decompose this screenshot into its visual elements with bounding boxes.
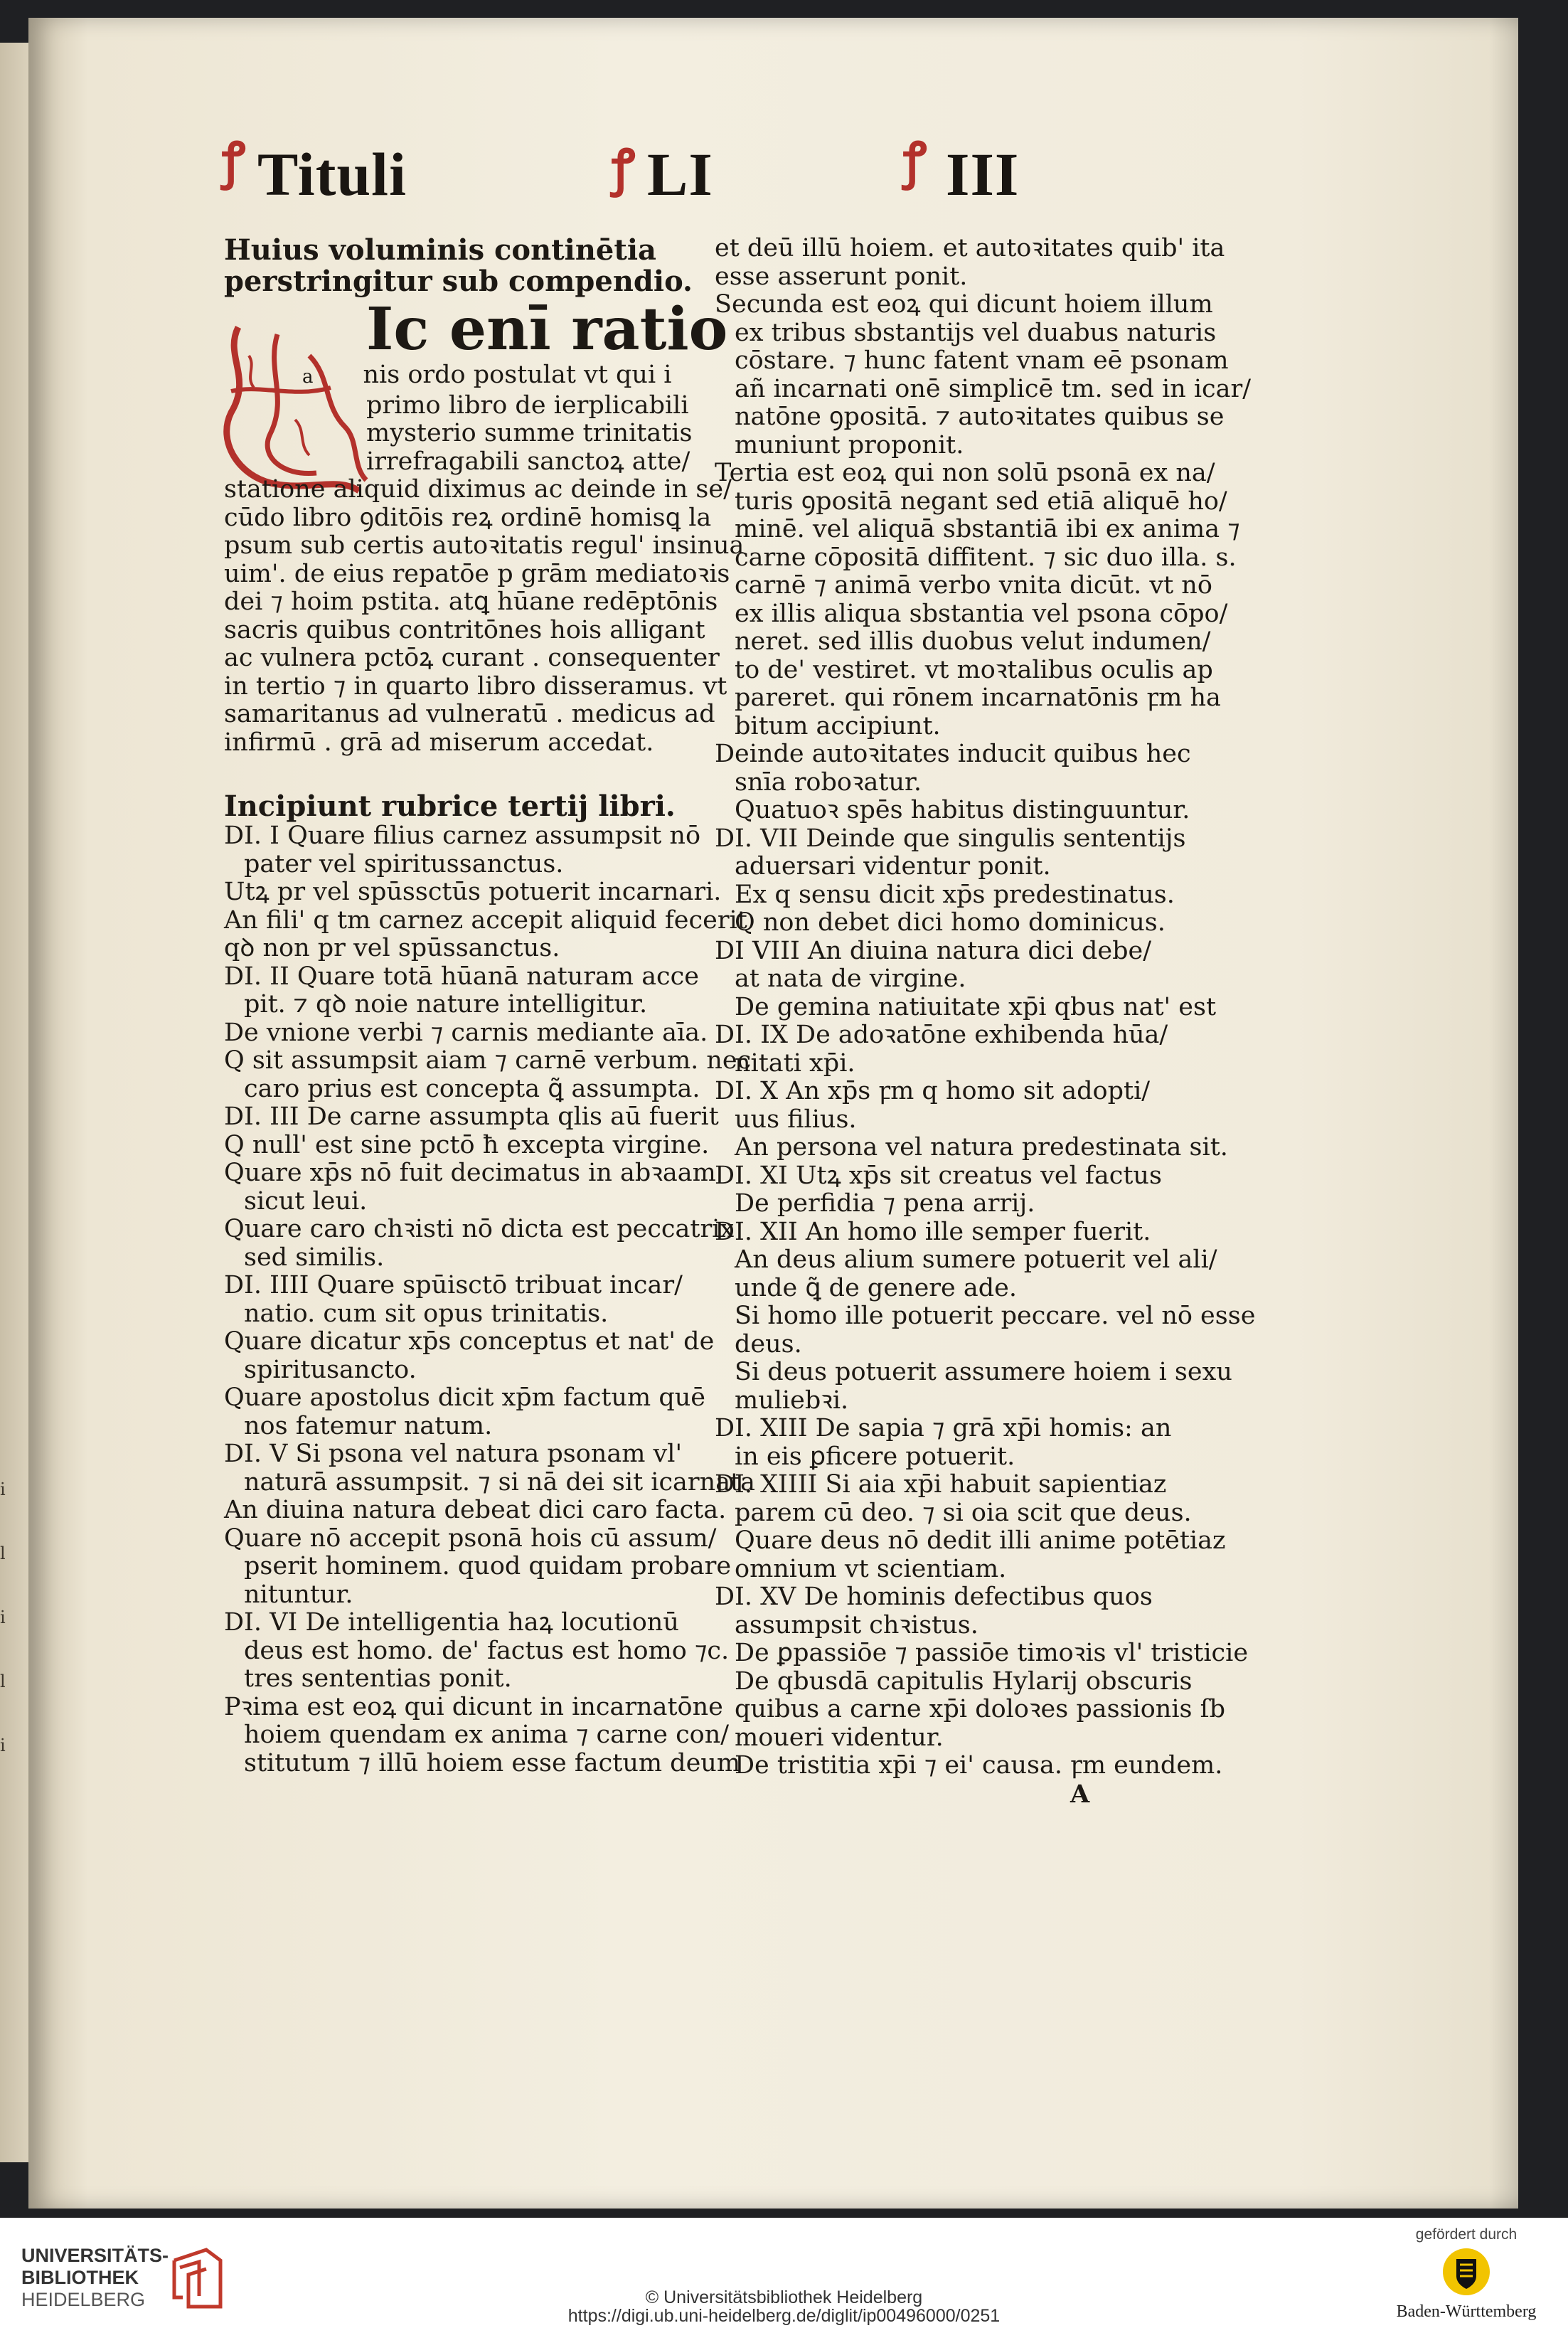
rubric-line: Quare apostolus dicit xp̄m factum quē [224, 1383, 705, 1412]
permalink-url[interactable]: https://digi.ub.uni-heidelberg.de/diglit/ip00496000/0251 [567, 2306, 1001, 2326]
right-text-column [715, 234, 1256, 1809]
opening-words: Ic enī ratio [366, 295, 728, 363]
running-title [222, 131, 1081, 224]
text-line: De perfidia ⁊ pena arrij. [735, 1189, 1035, 1218]
rubric-line: DI. III De carne assumpta qlis aū fuerit [224, 1102, 719, 1131]
text-line: infirmū . grā ad miserum accedat. [224, 728, 654, 757]
text-line: primo libro de ierplicabili [366, 390, 689, 420]
rubric-line: hoiem quendam ex anima ⁊ carne con/ [244, 1721, 730, 1749]
text-line: carnē ⁊ animā verbo vnita dicūt. vt nō [735, 571, 1212, 600]
title-red-flourish-1: ꝭ [222, 131, 246, 190]
text-line: De tristitia xp̄i ⁊ ei' causa. ꝼm eundem. [735, 1751, 1223, 1780]
sponsor-name: Baden-Württemberg [1396, 2302, 1537, 2321]
text-line: An persona vel natura predestinata sit. [735, 1133, 1228, 1162]
rubric-line: Quare xp̄s nō fuit decimatus in abꝛaam [224, 1159, 716, 1187]
rubric-line: Q sit assumpsit aiam ⁊ carnē verbum. nec [224, 1046, 752, 1075]
text-line: Deinde autoꝛitates inducit quibus hec [715, 740, 1191, 768]
text-line: DI VIII An diuina natura dici debe/ [715, 936, 1151, 965]
rubric-line: DI. V Si psona vel natura psonam vl' [224, 1440, 683, 1468]
text-line: cūdo libro ꝯditōis reꝝ ordinē homisꝗ la [224, 503, 712, 532]
text-line: assumpsit chꝛistus. [735, 1610, 978, 1639]
text-line: Quare deus nō dedit illi anime potētiaz [735, 1526, 1226, 1555]
rubric-line: pater vel spiritussanctus. [244, 849, 564, 878]
text-line: nitati xp̄i. [735, 1048, 855, 1078]
text-line: turis ꝯpositā negant sed etiā aliquē ho/ [735, 487, 1227, 516]
rubric-line: sicut leui. [244, 1186, 368, 1216]
text-line: ex tribus sbstantijs vel duabus naturis [735, 318, 1217, 347]
rubric-line: deus est homo. de' factus est homo ⁊c. [244, 1636, 730, 1665]
rubric-line: De vnione verbi ⁊ carnis mediante aīa. [224, 1018, 708, 1047]
rubric-line: sed similis. [244, 1243, 385, 1272]
initial-guide-letter: a [302, 366, 314, 388]
rubric-line: nos fatemur natum. [244, 1411, 493, 1440]
text-line: to de' vestiret. vt moꝛtalibus oculis ap [735, 655, 1213, 684]
text-line: statione aliquid diximus ac deinde in se/ [224, 475, 732, 504]
text-line: muniunt proponit. [735, 430, 964, 459]
text-line: Q non debet dici homo dominicus. [735, 908, 1166, 937]
text-line: a nis ordo postulat vt qui i [302, 361, 672, 389]
text-line: De ꝑpassiōe ⁊ passiōe timoꝛis vl' tristicie [735, 1639, 1249, 1667]
text-line: ex illis aliqua sbstantia vel psona cōpo/ [735, 599, 1228, 628]
text-line: cōstare. ⁊ hunc fatent vnam eē psonam [735, 346, 1229, 375]
text-line: sacris quibus contritōnes hois alligant [224, 615, 705, 644]
title-folio-part1: LI [647, 140, 713, 208]
text-line: irrefragabili sanctoꝝ atte/ [366, 447, 690, 476]
text-line: unde ꝗ̃ de genere ade. [735, 1273, 1017, 1302]
rubric-line: An fili' q tm carnez accepit aliquid fecerit [224, 905, 747, 935]
rubric-line: An diuina natura debeat dici caro facta. [224, 1496, 727, 1524]
rubric-line: tres sententias ponit. [244, 1664, 512, 1693]
text-line: aduersari videntur ponit. [735, 852, 1051, 881]
rubric-line: natio. cum sit opus trinitatis. [244, 1299, 609, 1328]
text-line: dei ⁊ hoim pstita. atꝗ hūane redēptōnis [224, 588, 718, 616]
title-red-flourish-2: ꝭ [612, 138, 636, 197]
text-line: omnium vt scientiam. [735, 1554, 1007, 1583]
text-line: DI. X An xp̄s ꝼm q homo sit adopti/ [715, 1077, 1151, 1105]
text-line: natōne ꝯpositā. ⁊ autoꝛitates quibus se [735, 403, 1225, 431]
sponsor-label: gefördert durch [1415, 2226, 1518, 2243]
text-line: Si homo ille potuerit peccare. vel nō esse [735, 1302, 1256, 1330]
text-line: carne cōpositā diffitent. ⁊ sic duo illa. s. [735, 543, 1237, 572]
rubric-line: Quare caro chꝛisti nō dicta est peccatrix [224, 1215, 735, 1243]
text-line: añ incarnati onē simplicē tm. sed in icar/ [735, 374, 1252, 403]
left-text-column [224, 233, 755, 1777]
rubric-line: naturā assumpsit. ⁊ si nā dei sit icarnata [244, 1467, 755, 1497]
text-line: DI. XV De hominis defectibus quos [715, 1583, 1153, 1611]
rubric-line: qꝺ non pr vel spūssanctus. [224, 934, 560, 962]
text-line: deus. [735, 1329, 802, 1359]
text-line: DI. VII Deinde que singulis sententijs [715, 824, 1186, 853]
title-folio-part2: III [946, 140, 1020, 208]
text-line: esse asserunt ponit. [715, 262, 968, 291]
text-line: DI. XIII De sapia ⁊ grā xp̄i homis: an [715, 1414, 1172, 1442]
text-line: De qbusdā capitulis Hylarij obscuris [735, 1667, 1193, 1696]
text-line: DI. XIIII Si aia xp̄i habuit sapientiaz [715, 1470, 1167, 1499]
rubric-line: pserit hominem. quod quidam probare [244, 1552, 732, 1580]
text-line: minē. vel aliquā sbstantiā ibi ex anima ⁊ [735, 515, 1240, 543]
rubric-line: Pꝛima est eoꝝ qui dicunt in incarnatōne [224, 1692, 723, 1721]
text-line: quibus a carne xp̄i doloꝛes passionis ſb [735, 1695, 1225, 1723]
text-line: psum sub certis autoꝛitatis regul' insinua [224, 531, 745, 560]
previous-page-edge: i l i l i [0, 43, 68, 2162]
intro-line: Huius voluminis continētia [224, 233, 656, 267]
text-line: parem cū deo. ⁊ si oia scit que deus. [735, 1498, 1192, 1527]
library-name-line1: UNIVERSITÄTS- [21, 2245, 169, 2266]
text-line: De gemina natiuitate xp̄i qbus nat' est [735, 992, 1217, 1021]
copyright-text: © Universitätsbibliothek Heidelberg [645, 2287, 923, 2307]
rubric-line: Utꝝ pr vel spūssctūs potuerit incarnari. [224, 878, 722, 906]
intro-line: perstringitur sub compendio. [224, 265, 693, 298]
library-name-line3: HEIDELBERG [21, 2289, 146, 2310]
text-line: Quatuoꝛ spēs habitus distinguuntur. [735, 796, 1190, 824]
rubric-line: stitutum ⁊ illū hoiem esse factum deum [244, 1748, 741, 1777]
viewer-footer [0, 2218, 1568, 2328]
rubric-line: Quare nō accepit psonā hois cū assum/ [224, 1524, 717, 1553]
text-line: bitum accipiunt. [735, 711, 941, 740]
text-line: DI. XII An homo ille semper fuerit. [715, 1217, 1151, 1246]
rubric-line: DI. VI De intelligentia haꝝ locutionū [224, 1608, 679, 1637]
rubric-heading: Incipiunt rubrice tertij libri. [224, 790, 676, 823]
rubric-line: nituntur. [244, 1580, 353, 1609]
text-line: samaritanus ad vulneratū . medicus ad [224, 700, 715, 728]
text-line: et deū illū hoiem. et autoꝛitates quib' ita [715, 234, 1225, 262]
text-line: snīa roboꝛatur. [735, 767, 922, 797]
library-name-line2: BIBLIOTHEK [21, 2267, 139, 2288]
text-line: DI. IX De adoꝛatōne exhibenda hūa/ [715, 1021, 1168, 1049]
title-tituli: Tituli [257, 140, 407, 208]
text-line: in tertio ⁊ in quarto libro disseramus. vt [224, 671, 727, 701]
text-line: mysterio summe trinitatis [366, 419, 693, 447]
sponsor-block [1385, 2226, 1548, 2326]
rubric-line: Quare dicatur xp̄s conceptus et nat' de [224, 1327, 715, 1356]
rubric-line: pit. ⁊ qꝺ noie nature intelligitur. [244, 990, 648, 1019]
rubric-line: spiritusancto. [244, 1355, 417, 1384]
text-line: muliebꝛi. [735, 1386, 849, 1415]
rubric-line: DI. II Quare totā hūanā naturam acce [224, 962, 699, 991]
text-line: pareret. qui rōnem incarnatōnis ꝼm ha [735, 684, 1221, 712]
state-coat-of-arms-icon [1441, 2246, 1492, 2297]
rubric-line: Q null' est sine pctō ħ excepta virgine. [224, 1130, 710, 1159]
text-line: An deus alium sumere potuerit vel ali/ [735, 1245, 1217, 1274]
text-line: Tertia est eoꝝ qui non solū psonā ex na/ [715, 459, 1215, 487]
rubric-line: caro prius est concepta ꝗ̃ assumpta. [244, 1074, 700, 1103]
rubric-line: DI. I Quare filius carnez assumpsit nō [224, 822, 701, 850]
text-line: Secunda est eoꝝ qui dicunt hoiem illum [715, 290, 1213, 319]
text-line: neret. sed illis duobus velut indumen/ [735, 627, 1211, 656]
rubric-line: DI. IIII Quare spūisctō tribuat incar/ [224, 1271, 683, 1299]
text-line: DI. XI Utꝝ xp̄s sit creatus vel factus [715, 1161, 1162, 1190]
text-line: uim'. de eius repatōe p grām mediatoꝛis [224, 559, 730, 588]
text-line: uus filius. [735, 1105, 857, 1134]
text-line: Ex q sensu dicit xp̄s predestinatus. [735, 880, 1175, 909]
text-line: at nata de virgine. [735, 964, 966, 993]
text-line: in eis ꝑficere potuerit. [735, 1442, 1015, 1471]
text-line: moueri videntur. [735, 1723, 944, 1752]
text-line: Si deus potuerit assumere hoiem i sexu [735, 1358, 1232, 1386]
catchword: A [1070, 1779, 1090, 1809]
text-line: ac vulnera pctōꝝ curant . consequenter [224, 644, 720, 672]
title-red-flourish-3: ꝭ [903, 131, 927, 190]
